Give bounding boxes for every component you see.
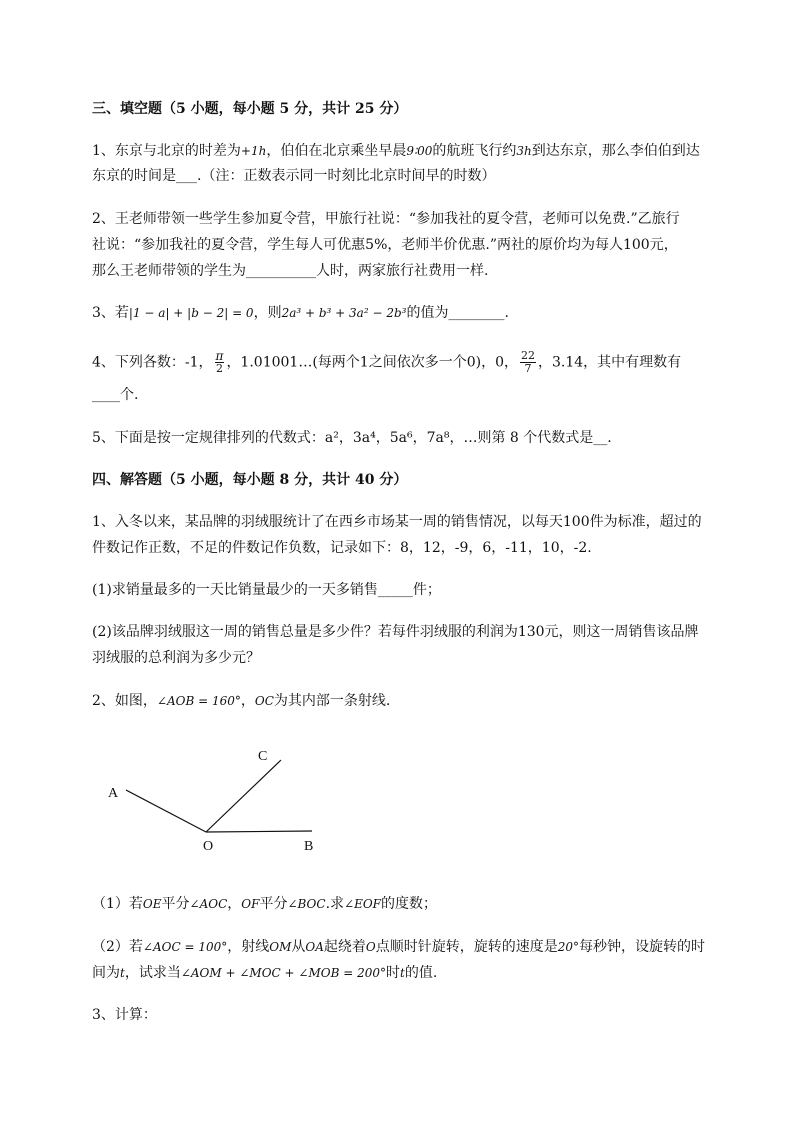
text: ，3.14，其中有理数有 — [537, 354, 682, 371]
section-4-title: 四、解答题（5 小题，每小题 8 分，共计 40 分） — [92, 472, 408, 488]
text: 2、如图， — [92, 693, 157, 709]
text: （2）若 — [92, 939, 143, 955]
math-expression: OC — [254, 694, 274, 708]
fraction-pi-over-2 — [215, 350, 225, 375]
question-4-1-part-1: (1)求销量最多的一天比销量最少的一天多销售_____件； — [92, 582, 441, 598]
question-3-4-line-2: ____个. — [92, 387, 139, 403]
math-expression: ∠AOC = 100° — [142, 940, 228, 954]
math-expression: 3h — [516, 144, 532, 158]
text: 起绕着 — [323, 939, 366, 955]
question-4-1-part-2-line-1: (2)该品牌羽绒服这一周的销售总量是多少件？若每件羽绒服的利润为130元，则这一周销售该品牌 — [92, 624, 699, 640]
math-expression: |1 − a| + |b − 2| = 0 — [128, 306, 254, 320]
math-expression: +1h — [240, 144, 267, 158]
text: ，射线 — [227, 939, 270, 955]
question-3-3 — [92, 303, 509, 323]
text: 每秒钟，设旋转的时 — [579, 939, 706, 955]
fraction-numerator: π — [215, 349, 224, 363]
math-expression: ∠EOF — [344, 897, 382, 911]
text: ，伯伯在北京乘坐早晨 — [266, 143, 407, 159]
text: ， — [240, 693, 255, 709]
question-4-2-part-2-line-2 — [92, 963, 437, 983]
text: 的航班飞行约 — [432, 143, 517, 159]
fraction-denominator: 2 — [215, 362, 223, 375]
math-expression: OF — [241, 897, 260, 911]
text: ，1.01001…(每两个1之间依次多一个0)，0， — [226, 354, 518, 371]
math-expression: ∠AOC — [189, 897, 228, 911]
text: ，则 — [253, 305, 282, 321]
math-expression: OA — [305, 940, 324, 954]
math-expression: OE — [142, 897, 162, 911]
math-expression: ∠AOM + ∠MOC + ∠MOB = 200° — [180, 966, 386, 980]
question-4-3: 3、计算： — [92, 1007, 157, 1023]
question-3-4-line-1 — [92, 350, 681, 375]
question-4-2-part-1 — [92, 894, 437, 914]
text: 时 — [386, 965, 400, 981]
text: 的度数； — [381, 896, 438, 912]
question-4-1-line-2: 件数记作正数，不足的件数记作负数，记录如下：8，12，-9，6，-11，10，-2. — [92, 540, 592, 556]
question-3-2-line-1: 2、王老师带领一些学生参加夏令营，甲旅行社说：“参加我社的夏令营，老师可以免费.”乙旅行 — [92, 211, 680, 227]
fraction-22-over-7 — [520, 350, 536, 375]
question-4-1-part-2-line-2: 羽绒服的总利润为多少元？ — [92, 650, 260, 666]
question-3-1-line-2: 东京的时间是___.（注：正数表示同一时刻比北京时间早的时数） — [92, 168, 496, 184]
math-expression: t — [120, 966, 125, 980]
text: 3、若 — [92, 305, 129, 321]
fraction-numerator: 22 — [520, 349, 535, 362]
text: 到达东京，那么李伯伯到达 — [531, 143, 700, 159]
label-o: O — [203, 839, 214, 854]
math-expression: O — [365, 940, 376, 954]
text: 的值. — [404, 965, 438, 981]
text: 间为 — [92, 965, 120, 981]
text: （1）若 — [92, 896, 143, 912]
label-a: A — [108, 786, 119, 801]
math-expression: 9∶00 — [406, 144, 433, 158]
text: 平分 — [161, 896, 190, 912]
text: 为其内部一条射线. — [273, 693, 391, 709]
section-3-title: 三、填空题（5 小题，每小题 5 分，共计 25 分） — [92, 101, 408, 117]
text: ， — [227, 896, 242, 912]
math-expression: ∠BOC — [287, 897, 326, 911]
question-4-2-part-2-line-1 — [92, 937, 705, 957]
text: 4、下列各数：-1， — [92, 354, 213, 371]
math-expression: t — [400, 966, 405, 980]
text: 从 — [291, 939, 306, 955]
ray-oa — [126, 790, 206, 832]
question-4-1-line-1: 1、入冬以来，某品牌的羽绒服统计了在西乡市场某一周的销售情况，以每天100件为标准，超过的 — [92, 514, 702, 530]
math-expression: ∠AOB = 160° — [156, 694, 241, 708]
text: 1、东京与北京的时差为 — [92, 143, 241, 159]
text: ，试求当 — [124, 965, 181, 981]
text: .求 — [325, 896, 345, 912]
label-b: B — [304, 839, 314, 854]
angle-figure — [100, 735, 340, 865]
text: 点顺时针旋转，旋转的速度是 — [375, 939, 558, 955]
question-3-2-line-2: 社说：“参加我社的夏令营，学生每人可优惠5%，老师半价优惠.”两社的原价均为每人100元， — [92, 237, 678, 253]
ray-oc — [206, 760, 281, 832]
question-4-2 — [92, 691, 390, 711]
ray-ob — [206, 831, 312, 832]
text: 平分 — [259, 896, 288, 912]
question-3-1-line-1 — [92, 141, 700, 161]
math-expression: OM — [269, 940, 292, 954]
fraction-denominator: 7 — [524, 362, 532, 375]
question-3-5: 5、下面是按一定规律排列的代数式：a²，3a⁴，5a⁶，7a⁸，…则第 8 个代数式是__. — [92, 430, 612, 446]
label-c: C — [258, 749, 268, 764]
text: 的值为________. — [406, 305, 509, 321]
question-3-2-line-3: 那么王老师带领的学生为__________人时，两家旅行社费用一样. — [92, 263, 489, 279]
math-expression: 20° — [557, 940, 580, 954]
math-expression: 2a³ + b³ + 3a² − 2b³ — [281, 306, 407, 320]
